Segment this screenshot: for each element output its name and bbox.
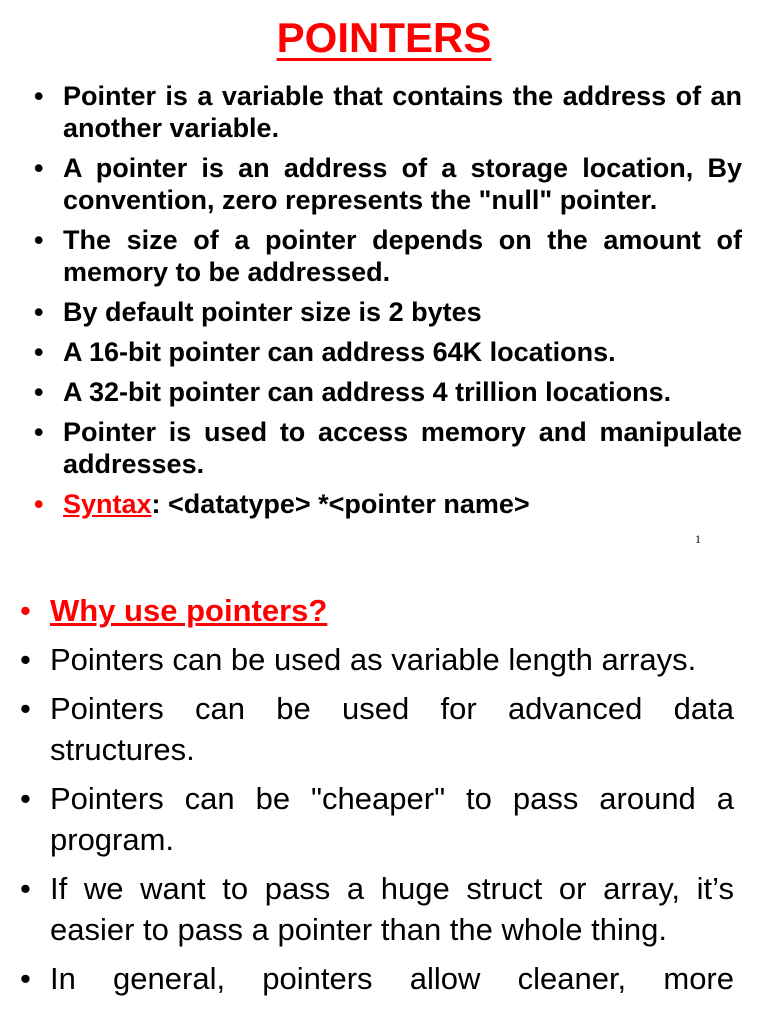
- list-item: • The size of a pointer depends on the amount of memory to be addressed.: [34, 225, 742, 287]
- list-item: • A 32-bit pointer can address 4 trillion locations.: [34, 377, 672, 407]
- bullet-icon: •: [34, 81, 44, 111]
- bullet-icon: •: [34, 337, 44, 367]
- list-item: • Pointer is a variable that contains the address of an another variable.: [34, 81, 742, 143]
- list-item: • If we want to pass a huge struct or array, it’s easier to pass a pointer than the whole thing.: [20, 868, 734, 950]
- bullet-icon: •: [20, 691, 31, 726]
- bullet-icon: •: [20, 642, 31, 677]
- section-heading: Why use pointers?: [50, 593, 328, 628]
- list-item: • A 16-bit pointer can address 64K locations.: [34, 337, 616, 367]
- page-number: 1: [695, 532, 701, 546]
- section-heading-item: [20, 590, 734, 631]
- list-item: • By default pointer size is 2 bytes: [34, 297, 482, 327]
- list-item: • A pointer is an address of a storage location, By convention, zero represents the "null" pointer.: [34, 153, 742, 215]
- definition-list: [34, 80, 742, 528]
- bullet-icon: •: [20, 781, 31, 816]
- list-item: • Pointers can be used for advanced data structures.: [20, 688, 734, 770]
- bullet-icon: •: [34, 225, 44, 255]
- bullet-icon: •: [20, 593, 31, 628]
- bullet-icon: •: [34, 377, 44, 407]
- list-item: • Pointer is used to access memory and manipulate addresses.: [34, 417, 742, 479]
- bullet-icon: •: [20, 961, 31, 996]
- list-item: • Pointers can be used as variable length arrays.: [20, 639, 734, 680]
- syntax-label: Syntax: [63, 489, 152, 519]
- bullet-icon: •: [34, 153, 44, 183]
- list-item: • Pointers can be "cheaper" to pass around a program.: [20, 778, 734, 860]
- bullet-icon: •: [34, 489, 44, 519]
- bullet-icon: •: [20, 871, 31, 906]
- bullet-icon: •: [34, 417, 44, 447]
- bullet-icon: •: [34, 297, 44, 327]
- syntax-text: : <datatype> *<pointer name>: [151, 489, 530, 519]
- page-title: POINTERS: [276, 14, 492, 61]
- why-pointers-list: [20, 590, 734, 1007]
- syntax-item: [34, 488, 742, 520]
- list-item: • In general, pointers allow cleaner, more: [20, 958, 734, 999]
